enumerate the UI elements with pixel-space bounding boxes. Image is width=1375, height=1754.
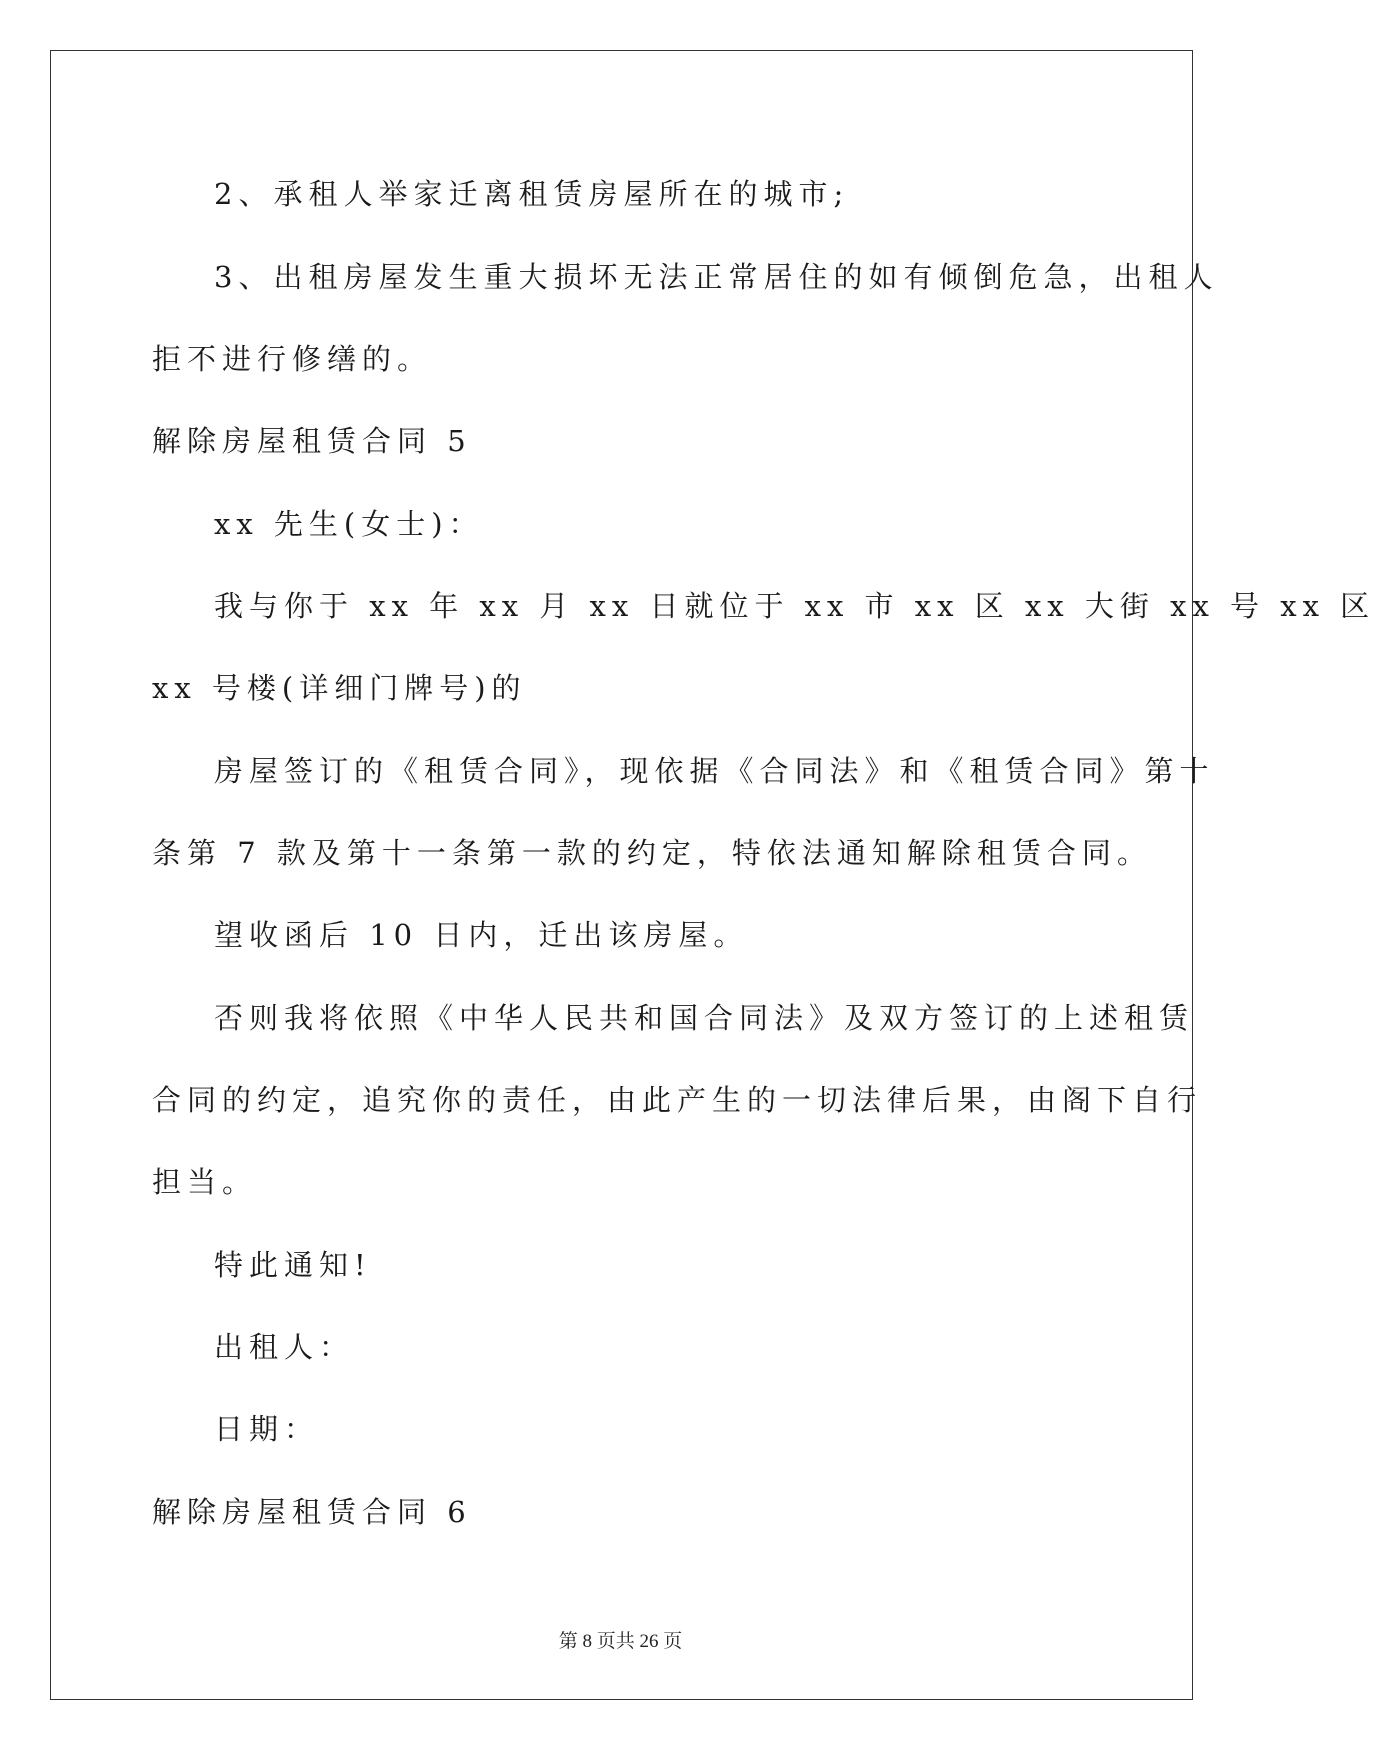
paragraph-line-6: 我与你于 xx 年 xx 月 xx 日就位于 xx 市 xx 区 xx 大街 xx 号 xx 区 (214, 589, 1375, 623)
paragraph-line-2: 3、出租房屋发生重大损坏无法正常居住的如有倾倒危急，出租人 (214, 260, 1219, 294)
paragraph-line-13: 担当。 (152, 1165, 258, 1199)
salutation: xx 先生(女士)： (214, 507, 484, 541)
date-label: 日期： (214, 1412, 320, 1446)
paragraph-line-11: 否则我将依照《中华人民共和国合同法》及双方签订的上述租赁 (214, 1001, 1195, 1035)
closing-notice: 特此通知! (214, 1248, 372, 1282)
paragraph-line-9: 条第 7 款及第十一条第一款的约定，特依法通知解除租赁合同。 (152, 836, 1152, 870)
paragraph-line-7: xx 号楼(详细门牌号)的 (152, 671, 527, 705)
page-number: 第 8 页 (558, 1631, 616, 1652)
paragraph-line-3: 拒不进行修缮的。 (152, 342, 433, 376)
page-footer (0, 1626, 1241, 1653)
section-heading-6: 解除房屋租赁合同 6 (152, 1495, 472, 1529)
paragraph-line-1: 2、承租人举家迁离租赁房屋所在的城市; (214, 177, 850, 211)
section-heading-5: 解除房屋租赁合同 5 (152, 424, 472, 458)
paragraph-line-8: 房屋签订的《租赁合同》，现依据《合同法》和《租赁合同》第十 (214, 754, 1215, 788)
page-border (50, 50, 1193, 1700)
paragraph-line-12: 合同的约定，追究你的责任，由此产生的一切法律后果，由阁下自行 (152, 1083, 1203, 1117)
lessor-label: 出租人： (214, 1330, 355, 1364)
page-total: 共 26 页 (615, 1631, 683, 1652)
paragraph-line-10: 望收函后 10 日内，迁出该房屋。 (214, 918, 749, 952)
